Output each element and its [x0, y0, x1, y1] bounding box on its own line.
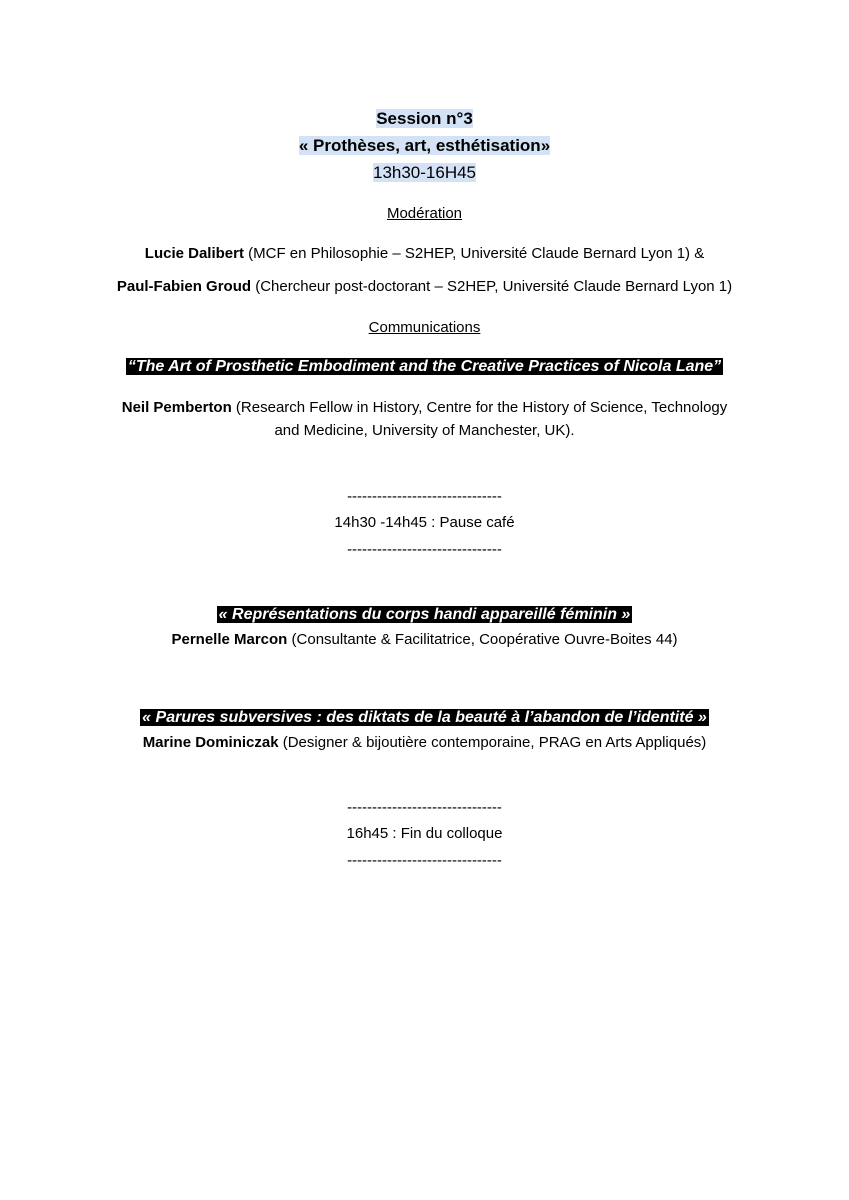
talk-2-title-line: [0, 606, 849, 624]
talk-1-affiliation-1: (Research Fellow in History, Centre for the History of Science, Technology: [231, 399, 728, 416]
session-theme: « Prothèses, art, esthétisation»: [298, 136, 551, 155]
talk-2-speaker-line: [0, 631, 849, 648]
moderator-2: [0, 278, 849, 295]
talk-3-title-line: [0, 709, 849, 727]
talk-1-title-line: [0, 358, 849, 376]
moderator-2-affiliation: (Chercheur post-doctorant – S2HEP, Université Claude Bernard Lyon 1): [251, 278, 733, 295]
pause-text: 14h30 -14h45 : Pause café: [334, 514, 515, 531]
communications-heading: Communications: [368, 319, 481, 336]
moderator-2-name: Paul-Fabien Groud: [116, 278, 252, 295]
talk-3-speaker: Marine Dominiczak: [142, 734, 279, 751]
separator-2: [0, 541, 849, 558]
end-line: [0, 825, 849, 842]
separator-1: [0, 488, 849, 505]
communications-heading-line: [0, 319, 849, 337]
talk-1-speaker-line-1: [0, 399, 849, 416]
moderator-1-affiliation: (MCF en Philosophie – S2HEP, Université Claude Bernard Lyon 1) &: [243, 245, 705, 262]
talk-2-speaker: Pernelle Marcon: [171, 631, 288, 648]
talk-1-title: “The Art of Prosthetic Embodiment and the Creative Practices of Nicola Lane”: [127, 358, 722, 375]
talk-3-affiliation: (Designer & bijoutière contemporaine, PRAG en Arts Appliqués): [278, 734, 707, 751]
session-time-line: [0, 163, 849, 183]
separator-2-text: -------------------------------: [347, 541, 502, 558]
separator-3: [0, 799, 849, 816]
separator-1-text: -------------------------------: [347, 488, 502, 505]
session-title: Session n°3: [376, 109, 473, 128]
session-title-line: [0, 109, 849, 129]
moderation-heading-line: [0, 205, 849, 223]
session-time: 13h30-16H45: [372, 163, 477, 182]
end-text: 16h45 : Fin du colloque: [346, 825, 503, 842]
talk-3-title: « Parures subversives : des diktats de la beauté à l’abandon de l’identité »: [142, 709, 707, 726]
pause-line: [0, 514, 849, 531]
talk-2-title: « Représentations du corps handi appareillé féminin »: [218, 606, 631, 623]
moderation-heading: Modération: [386, 205, 463, 222]
talk-1-speaker: Neil Pemberton: [121, 399, 232, 416]
moderator-1-name: Lucie Dalibert: [144, 245, 244, 262]
talk-1-affiliation-2: and Medicine, University of Manchester, UK).: [274, 422, 575, 439]
talk-2-affiliation: (Consultante & Facilitatrice, Coopérative Ouvre-Boites 44): [287, 631, 678, 648]
session-theme-line: [0, 136, 849, 156]
talk-1-speaker-line-2: [0, 422, 849, 439]
talk-3-speaker-line: [0, 734, 849, 751]
separator-3-text: -------------------------------: [347, 799, 502, 816]
moderator-1: [0, 245, 849, 262]
separator-4-text: -------------------------------: [347, 852, 502, 869]
separator-4: [0, 852, 849, 869]
